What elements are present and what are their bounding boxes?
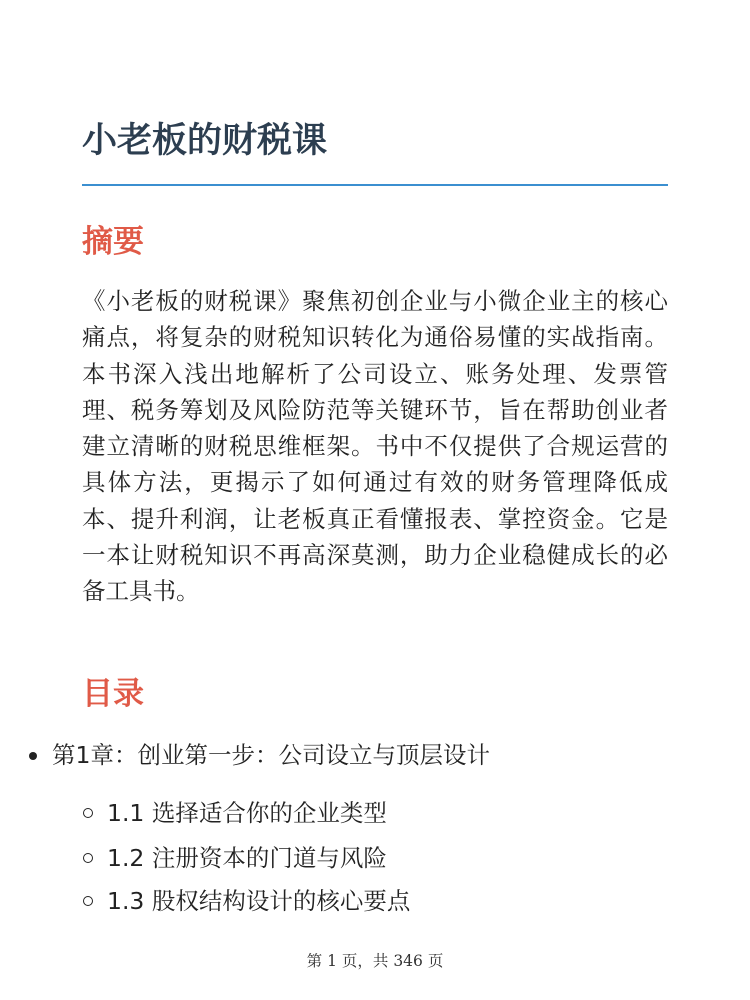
toc-section-item[interactable] [107, 795, 387, 831]
abstract-heading: 摘要 [82, 224, 144, 260]
document-title: 小老板的财税课 [82, 121, 328, 161]
toc-section-item[interactable] [107, 883, 410, 919]
toc-section-label: 1.2 注册资本的门道与风险 [107, 844, 387, 872]
toc-section-label: 1.1 选择适合你的企业类型 [107, 799, 387, 827]
title-divider [82, 184, 668, 186]
abstract-paragraph: 《小老板的财税课》聚焦初创企业与小微企业主的核心痛点，将复杂的财税知识转化为通俗易懂的实战指南。本书深入浅出地解析了公司设立、账务处理、发票管理、税务筹划及风险防范等关键环节，旨在帮助创业者建立清晰的财税思维框架。书中不仅提供了合规运营的具体方法，更揭示了如何通过有效的财务管理降低成本、提升利润，让老板真正看懂报表、掌控资金。它是一本让财税知识不再高深莫测，助力企业稳健成长的必备工具书。 [82, 287, 668, 606]
toc-chapter-label: 第1章：创业第一步：公司设立与顶层设计 [52, 741, 490, 769]
toc-chapter-item[interactable] [52, 737, 490, 773]
bullet-disc-icon [29, 752, 37, 760]
page-number-footer: 第 1 页，共 346 页 [306, 952, 444, 970]
bullet-circle-icon [83, 808, 93, 818]
toc-heading: 目录 [82, 676, 144, 712]
bullet-circle-icon [83, 853, 93, 863]
bullet-circle-icon [83, 896, 93, 906]
toc-section-label: 1.3 股权结构设计的核心要点 [107, 887, 411, 915]
toc-section-item[interactable] [107, 840, 387, 876]
